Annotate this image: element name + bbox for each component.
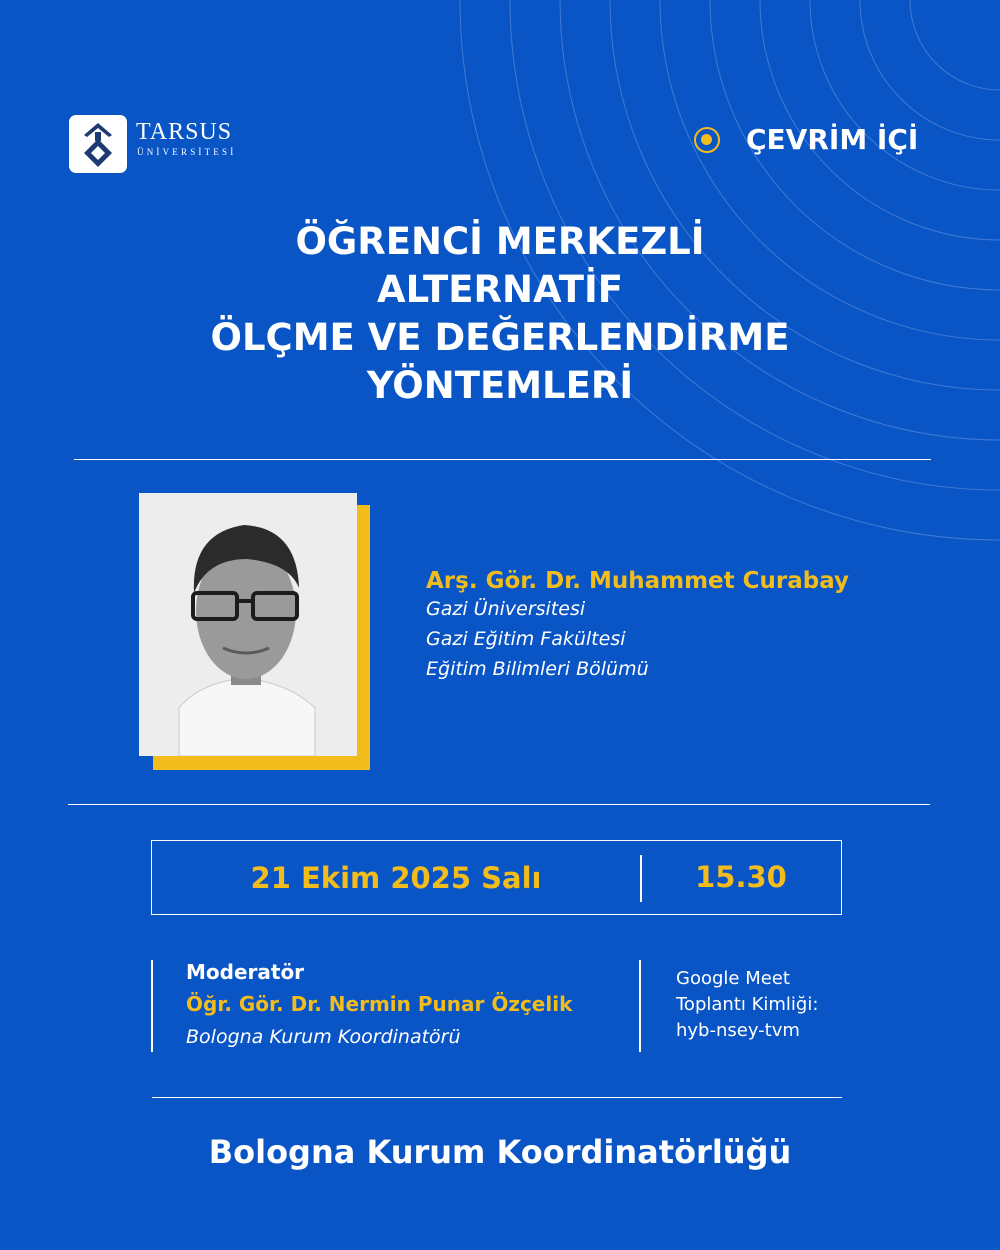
organizer-footer: Bologna Kurum Koordinatörlüğü [208,1133,792,1171]
speaker-portrait [139,493,357,756]
meeting-id-label: Toplantı Kimliği: [676,994,819,1015]
divider [152,1097,842,1098]
moderator-left-rule [151,960,153,1052]
speaker-department: Eğitim Bilimleri Bölümü [426,658,649,680]
meeting-separator [639,960,641,1052]
university-subtitle: ÜNİVERSİTESİ [137,147,237,157]
meeting-id: hyb-nsey-tvm [676,1020,800,1041]
speaker-university: Gazi Üniversitesi [426,598,586,620]
moderator-name: Öğr. Gör. Dr. Nermin Punar Özçelik [186,992,573,1016]
title-line: YÖNTEMLERİ [366,364,634,407]
date-time-box [151,840,842,915]
event-time: 15.30 [695,860,787,894]
title-line: ALTERNATİF [376,268,624,311]
event-date: 21 Ekim 2025 Salı [250,861,542,895]
title-line: ÖĞRENCİ MERKEZLİ [295,220,705,263]
title-line: ÖLÇME VE DEĞERLENDİRME [210,316,790,359]
meeting-platform: Google Meet [676,968,790,989]
online-label: ÇEVRİM İÇİ [746,123,919,156]
speaker-photo [139,493,357,756]
speaker-name: Arş. Gör. Dr. Muhammet Curabay [426,568,850,594]
moderator-title: Moderatör [186,960,305,984]
divider [74,459,931,460]
university-name: TARSUS [136,119,233,145]
university-emblem-icon [69,115,127,173]
event-title [100,218,900,410]
divider [68,804,930,805]
moderator-role: Bologna Kurum Koordinatörü [186,1026,461,1048]
online-indicator-icon [694,127,720,153]
university-logo [69,115,127,173]
speaker-faculty: Gazi Eğitim Fakültesi [426,628,626,650]
